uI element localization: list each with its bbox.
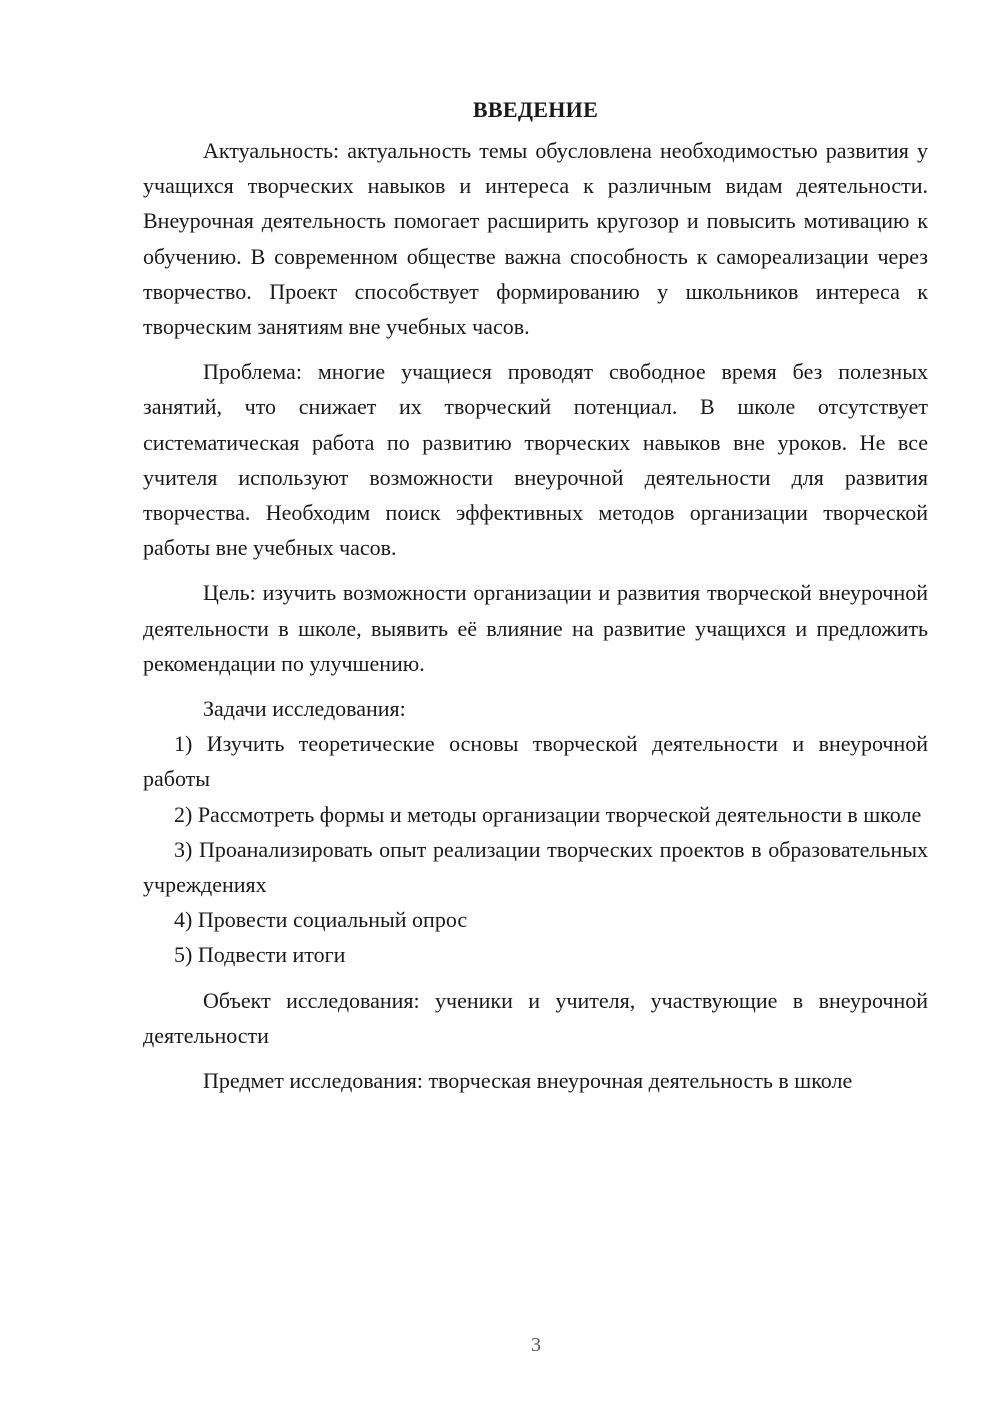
document-page xyxy=(143,92,928,1098)
subject-paragraph: Предмет исследования: творческая внеурочная деятельность в школе xyxy=(203,1068,853,1094)
object-paragraph: Объект исследования: ученики и учителя, участвующие в внеурочной деятельности xyxy=(143,987,928,1048)
page-number: 3 xyxy=(531,1334,541,1356)
list-item: 1) Изучить теоретические основы творческой деятельности и внеурочной работы xyxy=(143,731,928,792)
problem-paragraph: Проблема: многие учащиеся проводят свободное время без полезных занятий, что снижает их творческий потенциал. В школе отсутствует систематическая работа по развитию творческих навыков вне уроков. Не все учителя используют возможности внеурочной деятельности для развития творчества. Необходим поиск эффективных методов организации творческой работы вне учебных часов. xyxy=(143,359,928,561)
list-item: 4) Провести социальный опрос xyxy=(174,907,468,933)
section-title: ВВЕДЕНИЕ xyxy=(472,97,599,122)
list-item: 2) Рассмотреть формы и методы организации творческой деятельности в школе xyxy=(174,801,922,827)
tasks-list xyxy=(143,726,928,972)
list-item: 5) Подвести итоги xyxy=(174,942,346,968)
tasks-heading: Задачи исследования: xyxy=(203,696,406,722)
goal-paragraph: Цель: изучить возможности организации и развития творческой внеурочной деятельности в школе, выявить её влияние на развитие учащихся и предложить рекомендации по улучшению. xyxy=(143,580,928,676)
list-item: 3) Проанализировать опыт реализации творческих проектов в образовательных учреждениях xyxy=(143,836,928,898)
relevance-paragraph: Актуальность: актуальность темы обусловлена необходимостью развития у учащихся творческих навыков и интереса к различным видам деятельности. Внеурочная деятельность помогает расширить кругозор и повысить мотивацию к обучению. В современном обществе важна способность к самореализации через творчество. Проект способствует формированию у школьников интереса к творческим занятиям вне учебных часов. xyxy=(143,138,928,340)
